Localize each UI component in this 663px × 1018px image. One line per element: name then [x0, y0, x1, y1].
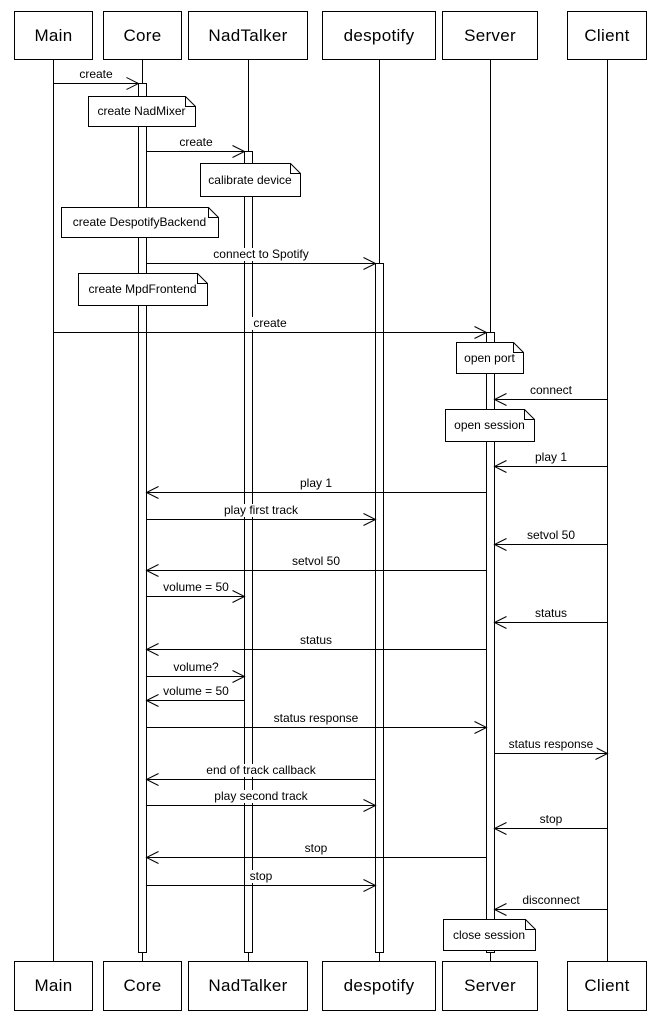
- message-label-connect: connect: [527, 384, 575, 397]
- message-label-play1-b: play 1: [297, 477, 335, 490]
- message-label-volume50-a: volume = 50: [160, 581, 232, 594]
- note-label-open-port: open port: [464, 350, 515, 365]
- message-label-volume50-b: volume = 50: [160, 685, 232, 698]
- message-label-disconnect: disconnect: [519, 894, 582, 907]
- note-label-calibrate-device: calibrate device: [208, 172, 292, 187]
- message-label-connect-to-spotify: connect to Spotify: [210, 248, 311, 261]
- note-label-create-despotifybackend: create DespotifyBackend: [72, 215, 207, 229]
- message-label-stop-c: stop: [247, 870, 276, 883]
- message-label-volume-question: volume?: [170, 661, 221, 674]
- participant-despotify-top: despotify: [322, 11, 436, 60]
- participant-nadtalker-bottom: NadTalker: [188, 961, 308, 1011]
- message-label-play-second-track: play second track: [211, 790, 310, 803]
- participant-nadtalker-top: NadTalker: [188, 11, 308, 60]
- note-label-close-session: close session: [452, 927, 526, 942]
- message-label-status-response-b: status response: [506, 738, 597, 751]
- participant-server-top: Server: [442, 11, 538, 60]
- participant-main-bottom: Main: [14, 961, 93, 1011]
- message-label-stop-b: stop: [302, 842, 331, 855]
- participant-client-bottom: Client: [567, 961, 647, 1011]
- participant-core-top: Core: [103, 11, 182, 60]
- note-label-open-session: open session: [454, 418, 525, 432]
- message-label-status-response-a: status response: [271, 712, 362, 725]
- participant-server-bottom: Server: [442, 961, 538, 1011]
- participant-despotify-bottom: despotify: [322, 961, 436, 1011]
- message-label-create-3: create: [250, 317, 289, 330]
- note-label-create-mpdfrontend: create MpdFrontend: [88, 282, 197, 296]
- message-label-create-1: create: [76, 68, 115, 81]
- participant-client-top: Client: [567, 11, 647, 60]
- message-label-status-a: status: [532, 607, 570, 620]
- message-label-play-first-track: play first track: [221, 504, 301, 517]
- message-label-stop-a: stop: [537, 813, 566, 826]
- message-label-status-b: status: [297, 634, 335, 647]
- message-label-setvol50-a: setvol 50: [524, 529, 578, 542]
- message-label-end-of-track-callback: end of track callback: [203, 764, 318, 777]
- message-label-create-2: create: [176, 136, 215, 149]
- participant-core-bottom: Core: [103, 961, 182, 1011]
- participant-main-top: Main: [14, 11, 93, 60]
- message-label-play1-a: play 1: [532, 451, 570, 464]
- message-label-setvol50-b: setvol 50: [289, 555, 343, 568]
- note-label-create-nadmixer: create NadMixer: [97, 104, 186, 118]
